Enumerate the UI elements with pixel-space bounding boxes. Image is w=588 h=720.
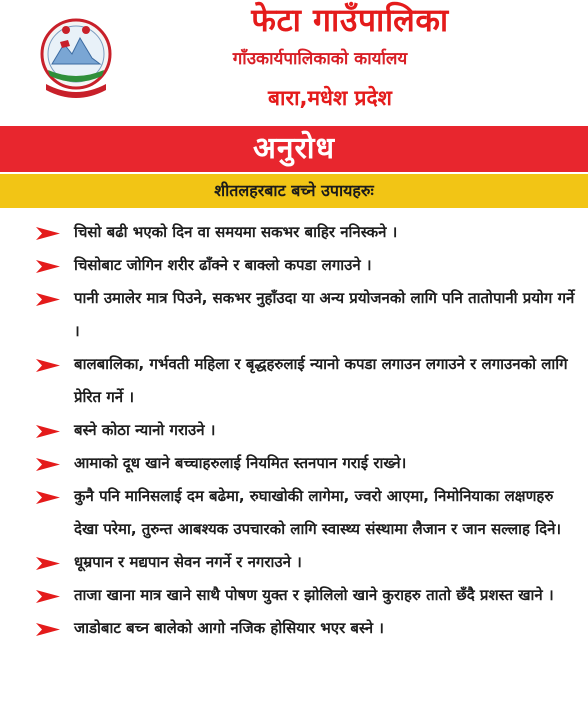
advice-text: आमाको दूध खाने बच्चाहरुलाई नियमित स्तनपान गराई राख्ने।: [74, 454, 407, 472]
red-arrow-bullet-icon: [36, 458, 60, 471]
red-arrow-bullet-icon: [36, 557, 60, 570]
advice-text: बालबालिका, गर्भवती महिला र बृद्धहरुलाई न्यानो कपडा लगाउन लगाउने र लगाउनको लागि प्रेरित गर्ने ।: [74, 355, 568, 406]
advice-text: धूम्रपान र मद्यपान सेवन नगर्ने र नगराउने ।: [74, 553, 302, 571]
red-arrow-bullet-icon: [36, 590, 60, 603]
advice-item: [0, 348, 588, 414]
advice-item: [0, 612, 588, 645]
advice-item: [0, 216, 588, 249]
advice-text: चिसो बढी भएको दिन वा समयमा सकभर बाहिर ननिस्कने ।: [74, 223, 398, 241]
location-line: बारा,मधेश प्रदेश: [268, 86, 392, 110]
advice-item: [0, 579, 588, 612]
red-arrow-bullet-icon: [36, 293, 60, 306]
advice-text: ताजा खाना मात्र खाने साथै पोषण युक्त र झोलिलो खाने कुराहरु तातो छँदै प्रशस्त खाने ।: [74, 586, 554, 604]
advice-item: [0, 546, 588, 579]
advice-item: [0, 447, 588, 480]
red-arrow-bullet-icon: [36, 623, 60, 636]
red-arrow-bullet-icon: [36, 227, 60, 240]
red-arrow-bullet-icon: [36, 260, 60, 273]
advice-text: कुनै पनि मानिसलाई दम बढेमा, रुघाखोकी लागेमा, ज्वरो आएमा, निमोनियाका लक्षणहरु देखा परेमा, तुरुन्त आबश्यक उपचारको लागि स्वास्थ्य संस्थामा लैजान र जान सल्लाह दिने।: [74, 487, 562, 538]
cold-wave-measures-heading: शीतलहरबाट बच्ने उपायहरुः: [0, 174, 588, 208]
advice-text: चिसोबाट जोगिन शरीर ढाँक्ने र बाक्लो कपडा लगाउने ।: [74, 256, 372, 274]
advice-item: [0, 480, 588, 546]
request-banner: अनुरोध: [0, 126, 588, 172]
advice-item: [0, 249, 588, 282]
advice-text: बस्ने कोठा न्यानो गराउने ।: [74, 421, 216, 439]
advice-text: जाडोबाट बच्न बालेको आगो नजिक होसियार भएर बस्ने ।: [74, 619, 384, 637]
advice-item: [0, 414, 588, 447]
municipality-title: फेटा गाउँपालिका: [251, 1, 449, 39]
advice-text: पानी उमालेर मात्र पिउने, सकभर नुहाँउदा या अन्य प्रयोजनको लागि पनि तातोपानी प्रयोग गर्ने ।: [74, 289, 575, 340]
nepal-government-emblem-icon: [36, 14, 116, 104]
notice-header: [0, 0, 588, 120]
advice-list: [0, 216, 588, 720]
red-arrow-bullet-icon: [36, 491, 60, 504]
red-arrow-bullet-icon: [36, 425, 60, 438]
advice-item: [0, 282, 588, 348]
office-subtitle: गाँउकार्यपालिकाको कार्यालय: [232, 49, 408, 69]
red-arrow-bullet-icon: [36, 359, 60, 372]
